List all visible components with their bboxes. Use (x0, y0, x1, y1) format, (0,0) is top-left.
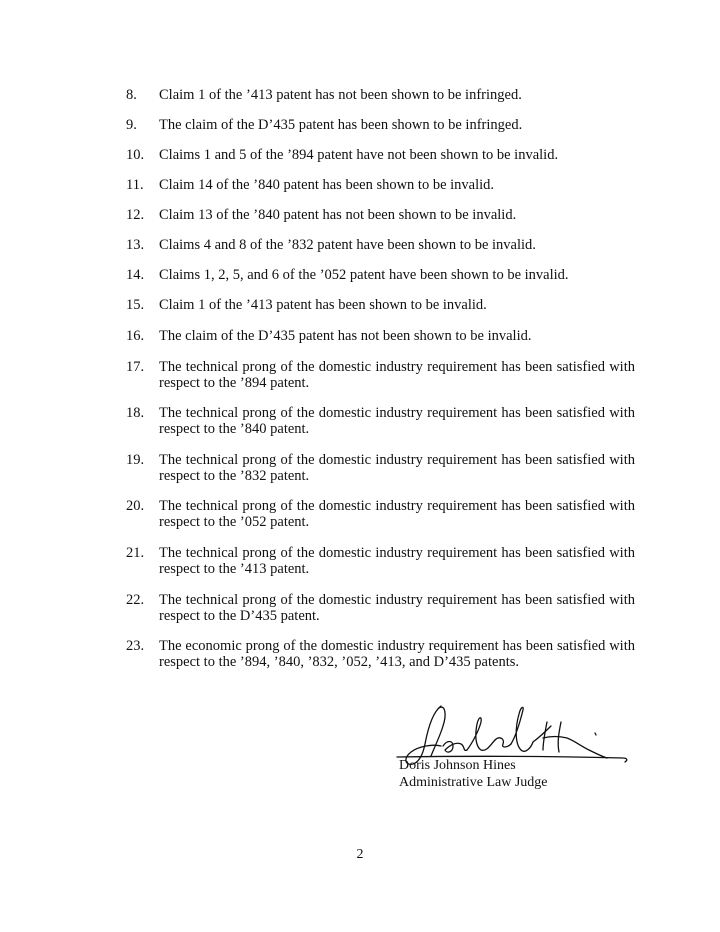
finding-text: Claims 1, 2, 5, and 6 of the ’052 patent have been shown to be invalid. (159, 267, 569, 283)
finding-number: 18. (126, 405, 145, 421)
signature-block (395, 700, 635, 800)
finding-number: 11. (126, 177, 144, 193)
finding-text: The technical prong of the domestic industry requirement has been satisfied with respect to the ’413 patent. (159, 545, 635, 577)
finding-text: Claim 13 of the ’840 patent has not been shown to be invalid. (159, 207, 517, 223)
finding-text: The technical prong of the domestic industry requirement has been satisfied with respect to the D’435 patent. (159, 592, 635, 624)
finding-text: The claim of the D’435 patent has not been shown to be invalid. (159, 328, 532, 344)
finding-number: 10. (126, 147, 145, 163)
finding-text: Claim 1 of the ’413 patent has not been shown to be infringed. (159, 87, 522, 103)
finding-number: 9. (126, 117, 137, 133)
finding-number: 15. (126, 297, 145, 313)
finding-number: 8. (126, 87, 137, 103)
finding-text: The claim of the D’435 patent has been shown to be infringed. (159, 117, 523, 133)
finding-number: 23. (126, 638, 145, 654)
finding-number: 12. (126, 207, 145, 223)
finding-number: 13. (126, 237, 145, 253)
finding-text: The technical prong of the domestic industry requirement has been satisfied with respect to the ’832 patent. (159, 452, 635, 484)
finding-number: 20. (126, 498, 145, 514)
signatory-title: Administrative Law Judge (399, 775, 548, 790)
finding-text: Claims 1 and 5 of the ’894 patent have not been shown to be invalid. (159, 147, 559, 163)
finding-text: Claim 14 of the ’840 patent has been shown to be invalid. (159, 177, 495, 193)
finding-number: 22. (126, 592, 145, 608)
page-number: 2 (356, 847, 364, 862)
finding-number: 17. (126, 359, 145, 375)
finding-number: 16. (126, 328, 145, 344)
finding-text: Claim 1 of the ’413 patent has been shown to be invalid. (159, 297, 487, 313)
finding-number: 21. (126, 545, 145, 561)
finding-text: The technical prong of the domestic industry requirement has been satisfied with respect to the ’894 patent. (159, 359, 635, 391)
finding-number: 19. (126, 452, 145, 468)
finding-text: The technical prong of the domestic industry requirement has been satisfied with respect to the ’052 patent. (159, 498, 635, 530)
finding-text: The technical prong of the domestic industry requirement has been satisfied with respect to the ’840 patent. (159, 405, 635, 437)
finding-text: The economic prong of the domestic industry requirement has been satisfied with respect to the ’894, ’840, ’832, ’052, ’413, and D’435 patents. (159, 638, 635, 670)
finding-text: Claims 4 and 8 of the ’832 patent have been shown to be invalid. (159, 237, 536, 253)
signatory-name: Doris Johnson Hines (399, 758, 516, 773)
finding-number: 14. (126, 267, 145, 283)
